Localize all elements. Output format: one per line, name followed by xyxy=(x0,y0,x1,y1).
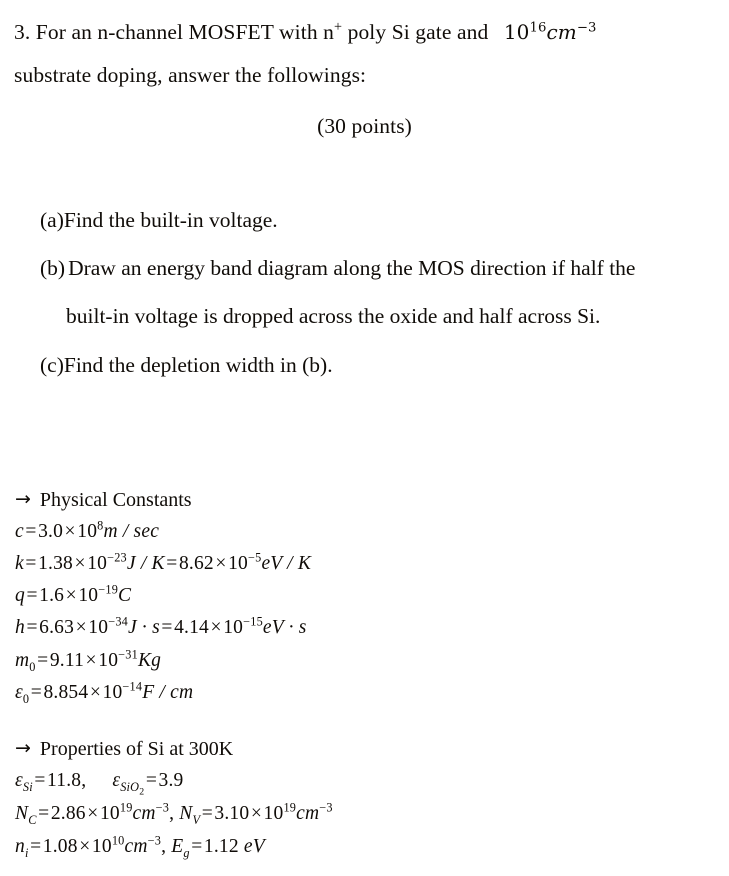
m0-mantissa: 9.11 xyxy=(49,650,85,671)
nc-exponent: 19 xyxy=(119,800,133,815)
eps-sio2-symbol: ε xyxy=(112,770,121,791)
part-c xyxy=(40,355,333,377)
m0-symbol: m xyxy=(15,650,30,671)
nv-times: × xyxy=(250,803,263,824)
q-symbol: q xyxy=(15,585,25,606)
c-symbol: c xyxy=(15,521,24,542)
part-c-tag: (c) xyxy=(40,353,64,377)
right-arrow-icon-2: → xyxy=(15,737,31,759)
doping-concentration xyxy=(504,20,597,44)
eps-si-equals: = xyxy=(34,770,46,791)
constant-planck xyxy=(15,614,307,638)
nv-units-exponent: −3 xyxy=(319,800,333,815)
part-b-tag: (b) xyxy=(40,256,66,280)
h-base: 10 xyxy=(88,617,109,638)
physical-constants-heading-label: Physical Constants xyxy=(39,489,192,511)
eg-units: eV xyxy=(243,836,265,857)
m0-units: Kg xyxy=(137,650,162,671)
k-exponent: −23 xyxy=(107,550,127,565)
nv-exponent: 19 xyxy=(283,800,297,815)
ni-mantissa: 1.08 xyxy=(42,836,78,857)
constant-vacuum-permittivity xyxy=(15,679,194,706)
eps0-times: × xyxy=(89,682,102,703)
eps0-base: 10 xyxy=(102,682,123,703)
h-units: J · s xyxy=(128,617,160,638)
nc-mantissa: 2.86 xyxy=(50,803,86,824)
nc-units: cm xyxy=(132,803,156,824)
nc-symbol: N xyxy=(15,803,29,824)
problem-stem-text-a: 3. For an n-channel MOSFET with n xyxy=(14,20,335,44)
part-c-text: Find the depletion width in (b). xyxy=(63,353,333,377)
eps-si-symbol: ε xyxy=(15,770,23,791)
doping-mantissa: 10 xyxy=(503,20,530,44)
h-mantissa-2: 4.14 xyxy=(174,617,210,638)
nc-equals: = xyxy=(38,803,50,824)
eps-sio2-equals: = xyxy=(145,770,158,791)
silicon-permittivities xyxy=(15,770,184,798)
k-symbol: k xyxy=(15,553,24,574)
eps0-exponent: −14 xyxy=(122,679,143,694)
k-times-2: × xyxy=(215,553,227,574)
constant-speed-of-light xyxy=(15,518,160,542)
c-times: × xyxy=(64,521,76,542)
k-times: × xyxy=(74,553,86,574)
h-base-2: 10 xyxy=(223,617,244,638)
k-mantissa: 1.38 xyxy=(38,553,73,574)
nv-subscript: V xyxy=(192,812,201,827)
doping-units-exponent: −3 xyxy=(576,20,597,36)
h-symbol: h xyxy=(15,617,25,638)
k-equals: = xyxy=(25,553,37,574)
eg-subscript: g xyxy=(183,845,190,860)
c-mantissa: 3.0 xyxy=(38,521,64,542)
nv-mantissa: 3.10 xyxy=(214,803,250,824)
h-times: × xyxy=(75,617,87,638)
nv-units: cm xyxy=(296,803,320,824)
c-exponent: 8 xyxy=(97,518,104,533)
part-b xyxy=(40,258,635,280)
doping-exponent: 16 xyxy=(529,20,547,36)
q-base: 10 xyxy=(78,585,99,606)
ni-subscript: i xyxy=(24,845,29,860)
h-units-2: eV · s xyxy=(262,617,307,638)
m0-base: 10 xyxy=(98,650,119,671)
constant-elementary-charge xyxy=(15,582,132,606)
k-equals-2: = xyxy=(166,553,178,574)
doping-units: cm xyxy=(546,20,577,44)
problem-stem-line-2: substrate doping, answer the followings: xyxy=(14,63,367,87)
part-b-continuation: built-in voltage is dropped across the oxide and half across Si. xyxy=(66,304,601,328)
part-b-text: Draw an energy band diagram along the MOS direction if half the xyxy=(68,256,636,280)
m0-exponent: −31 xyxy=(118,647,138,662)
m0-subscript: 0 xyxy=(29,659,36,674)
right-arrow-icon: → xyxy=(15,488,31,510)
k-units-2: eV / K xyxy=(261,553,312,574)
h-exponent: −34 xyxy=(108,614,128,629)
constant-boltzmann xyxy=(15,550,312,574)
intrinsic-carrier-and-bandgap xyxy=(15,833,265,860)
eps-sio2-subscript-number: 2 xyxy=(139,786,145,798)
m0-times: × xyxy=(85,650,97,671)
silicon-properties-heading xyxy=(15,739,233,759)
h-exponent-2: −15 xyxy=(243,614,263,629)
nc-times: × xyxy=(87,803,99,824)
nc-comma: , xyxy=(169,803,175,824)
problem-stem-text-b: poly Si gate and xyxy=(342,20,489,44)
nc-subscript: C xyxy=(28,812,37,827)
k-base: 10 xyxy=(87,553,108,574)
constant-electron-rest-mass xyxy=(15,647,162,674)
nv-base: 10 xyxy=(263,803,284,824)
eg-symbol: E xyxy=(171,836,184,857)
c-units: m / sec xyxy=(103,521,160,542)
q-equals: = xyxy=(26,585,38,606)
eps-si-subscript: Si xyxy=(22,779,33,794)
eps-sio2-subscript xyxy=(120,779,145,798)
ni-equals: = xyxy=(30,836,42,857)
ni-units: cm xyxy=(124,836,148,857)
points-label: (30 points) xyxy=(317,114,412,138)
nv-symbol: N xyxy=(179,803,193,824)
h-times-2: × xyxy=(210,617,222,638)
nc-base: 10 xyxy=(99,803,120,824)
eg-equals: = xyxy=(191,836,203,857)
effective-density-of-states xyxy=(15,800,333,827)
k-exponent-2: −5 xyxy=(248,550,262,565)
ni-exponent: 10 xyxy=(111,833,125,848)
nc-units-exponent: −3 xyxy=(155,800,170,815)
problem-stem-line-1 xyxy=(14,18,597,44)
part-a-tag: (a) xyxy=(40,208,64,232)
q-mantissa: 1.6 xyxy=(39,585,65,606)
eps-si-comma: , xyxy=(81,770,87,791)
k-base-2: 10 xyxy=(228,553,248,574)
k-units: J / K xyxy=(126,553,165,574)
nv-equals: = xyxy=(201,803,213,824)
eps-si-value: 11.8 xyxy=(47,770,82,791)
k-mantissa-2: 8.62 xyxy=(178,553,214,574)
eps-sio2-value: 3.9 xyxy=(158,770,184,791)
eps0-subscript: 0 xyxy=(22,691,30,706)
eps-sio2-subscript-text: SiO xyxy=(120,779,140,794)
eg-value: 1.12 xyxy=(203,836,239,857)
h-mantissa: 6.63 xyxy=(39,617,75,638)
n-plus-superscript: + xyxy=(334,18,343,35)
ni-symbol: n xyxy=(15,836,25,857)
q-times: × xyxy=(65,585,77,606)
eps0-symbol: ε xyxy=(15,682,23,703)
eps0-equals: = xyxy=(30,682,42,703)
c-equals: = xyxy=(25,521,37,542)
ni-times: × xyxy=(79,836,91,857)
c-base: 10 xyxy=(77,521,98,542)
h-equals: = xyxy=(26,617,38,638)
ni-units-exponent: −3 xyxy=(147,833,162,848)
h-equals-2: = xyxy=(161,617,173,638)
m0-equals: = xyxy=(37,650,49,671)
part-a xyxy=(40,210,278,232)
part-a-text: Find the built-in voltage. xyxy=(63,208,278,232)
ni-base: 10 xyxy=(91,836,112,857)
eps0-units: F / cm xyxy=(142,682,194,703)
physical-constants-heading xyxy=(15,490,192,510)
silicon-properties-heading-label: Properties of Si at 300K xyxy=(39,738,234,760)
eps0-mantissa: 8.854 xyxy=(43,682,89,703)
q-units: C xyxy=(118,585,132,606)
ni-comma: , xyxy=(161,836,167,857)
q-exponent: −19 xyxy=(98,582,119,597)
